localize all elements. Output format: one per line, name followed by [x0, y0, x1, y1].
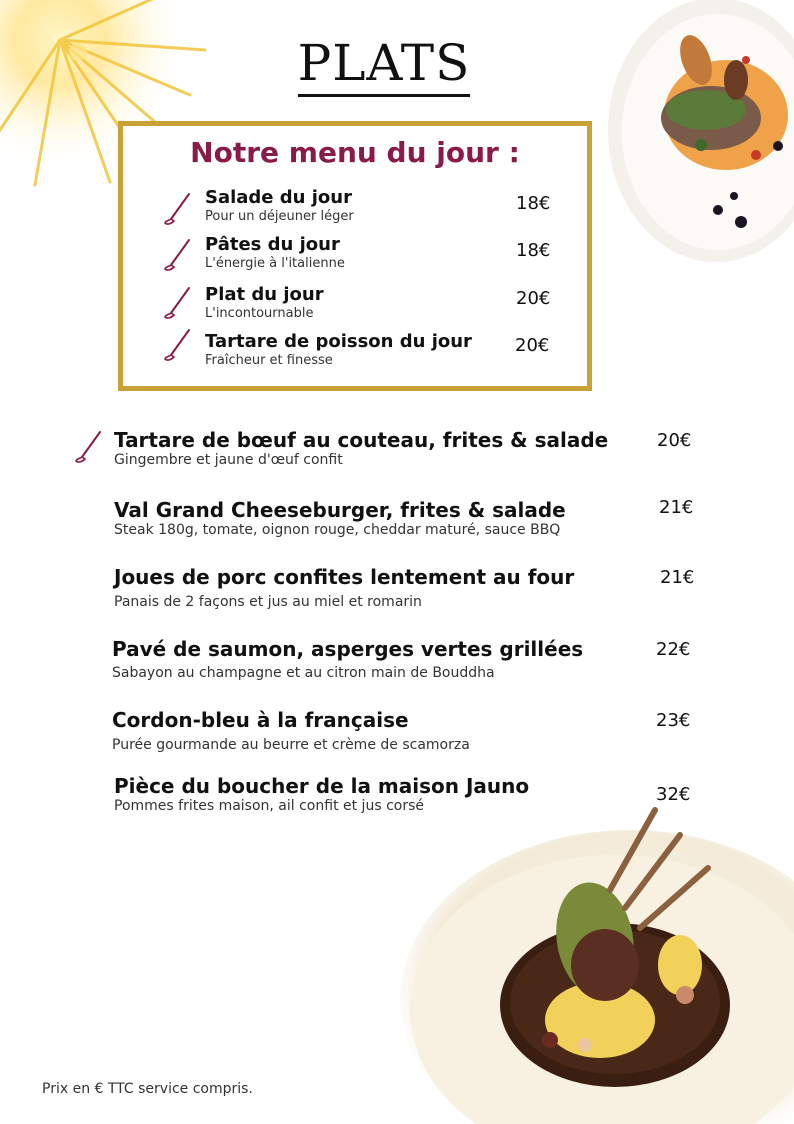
golf-club-icon [163, 192, 193, 226]
dish-name: Val Grand Cheeseburger, frites & salade [114, 498, 566, 522]
daily-item [205, 189, 354, 223]
dish-price: 21€ [660, 567, 695, 588]
dish-item [114, 776, 529, 813]
daily-item [205, 333, 472, 367]
dish-price: 22€ [656, 639, 691, 660]
daily-item-name: Salade du jour [205, 187, 352, 208]
dish-name: Pavé de saumon, asperges vertes grillées [112, 637, 584, 661]
dish-name: Tartare de bœuf au couteau, frites & salade [114, 428, 609, 452]
dish-name: Cordon-bleu à la française [112, 708, 409, 732]
dish-price: 23€ [656, 710, 691, 731]
daily-item-name: Plat du jour [205, 284, 324, 305]
dish-desc: Purée gourmande au beurre et crème de scamorza [112, 737, 470, 753]
daily-item-name: Tartare de poisson du jour [205, 331, 472, 352]
daily-item-desc: L'énergie à l'italienne [205, 256, 345, 271]
daily-item-desc: L'incontournable [205, 306, 314, 321]
daily-item [205, 286, 324, 320]
dish-price: 21€ [659, 497, 694, 518]
golf-club-icon [74, 430, 104, 464]
dish-desc: Steak 180g, tomate, oignon rouge, cheddar maturé, sauce BBQ [114, 522, 561, 538]
dish-item [112, 639, 583, 680]
daily-item-price: 18€ [516, 240, 551, 261]
dish-desc: Pommes frites maison, ail confit et jus corsé [114, 798, 424, 814]
dish-item [112, 710, 470, 752]
dish-item [114, 500, 566, 537]
daily-item-price: 20€ [515, 335, 550, 356]
lamb-plate-photo [606, 0, 794, 265]
dish-item [114, 430, 608, 467]
footer-note: Prix en € TTC service compris. [42, 1081, 253, 1097]
daily-item-name: Pâtes du jour [205, 234, 340, 255]
golf-club-icon [163, 238, 193, 272]
golf-club-icon [163, 286, 193, 320]
daily-item-desc: Fraîcheur et finesse [205, 353, 333, 368]
daily-item-desc: Pour un déjeuner léger [205, 209, 354, 224]
golf-club-icon [163, 328, 193, 362]
daily-item [205, 236, 345, 270]
dish-desc: Sabayon au champagne et au citron main de Bouddha [112, 665, 495, 681]
page-title: PLATS [0, 38, 768, 88]
dish-item [114, 567, 574, 609]
dish-desc: Gingembre et jaune d'œuf confit [114, 452, 343, 468]
dish-price: 20€ [657, 430, 692, 451]
dish-name: Joues de porc confites lentement au four [114, 565, 575, 589]
rack-of-lamb-plate-photo [390, 790, 794, 1124]
dish-desc: Panais de 2 façons et jus au miel et romarin [114, 594, 422, 610]
daily-menu-title: Notre menu du jour : [190, 136, 520, 169]
dish-price: 32€ [656, 784, 691, 805]
daily-item-price: 20€ [516, 288, 551, 309]
dish-name: Pièce du boucher de la maison Jauno [114, 774, 530, 798]
daily-item-price: 18€ [516, 193, 551, 214]
